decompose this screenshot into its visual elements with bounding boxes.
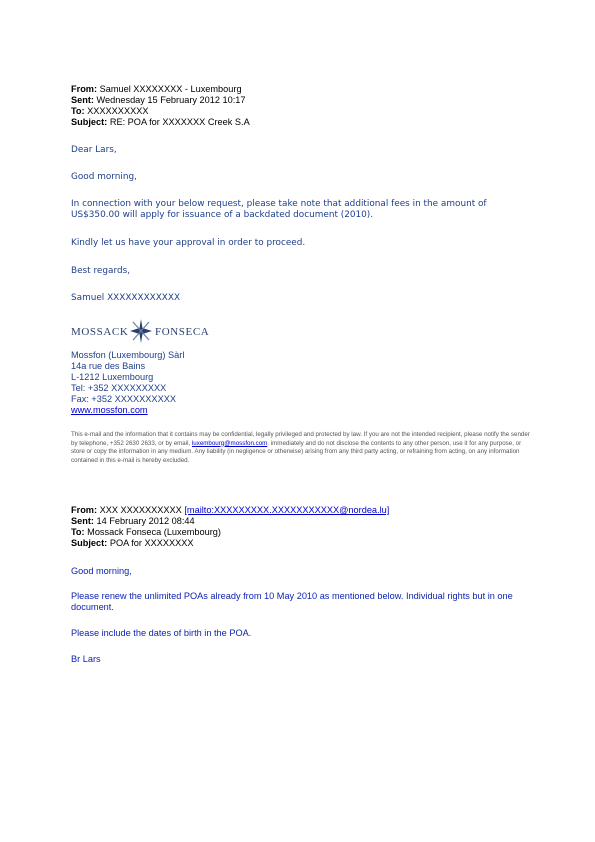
- email2-sent-line: [71, 516, 389, 527]
- subject-value: RE: POA for XXXXXXX Creek S.A: [109, 117, 250, 127]
- from-label: From:: [71, 505, 98, 515]
- email1-to-line: [71, 106, 148, 117]
- from-value: Samuel XXXXXXXX - Luxembourg: [99, 84, 242, 94]
- email1-good-morning: Good morning,: [71, 172, 137, 182]
- sent-value: 14 February 2012 08:44: [96, 516, 195, 526]
- email1-signature: Samuel XXXXXXXXXXXX: [71, 293, 181, 303]
- sent-label: Sent:: [71, 95, 94, 105]
- email2-good-morning: Good morning,: [71, 566, 132, 576]
- company-name: Mossfon (Luxembourg) Sàrl: [71, 350, 185, 360]
- disclaimer-email-link[interactable]: luxembourg@mossfon.com: [191, 439, 268, 447]
- email2-paragraph-1: Please renew the unlimited POAs already from 10 May 2010 as mentioned below. Individual rights but in one document.: [71, 591, 513, 612]
- email1-closing: Best regards,: [71, 266, 131, 276]
- from-mailto-link[interactable]: [mailto:XXXXXXXXX.XXXXXXXXXXX@nordea.lu]: [184, 505, 390, 515]
- email2-sign-off: Br Lars: [71, 654, 101, 664]
- logo-left-word: MOSSACK: [71, 326, 129, 338]
- website-link[interactable]: www.mossfon.com: [71, 405, 148, 415]
- email1-from-line: [71, 84, 242, 95]
- logo-star-icon: [129, 318, 153, 344]
- mossack-fonseca-logo: [71, 318, 211, 348]
- subject-label: Subject:: [71, 538, 108, 548]
- subject-label: Subject:: [71, 117, 108, 127]
- to-value: XXXXXXXXXX: [87, 106, 149, 116]
- sent-value: Wednesday 15 February 2012 10:17: [96, 95, 246, 105]
- email2-paragraph-2: Please include the dates of birth in the POA.: [71, 628, 252, 638]
- email2-subject-line: [71, 538, 389, 549]
- to-label: To:: [71, 106, 85, 116]
- fax: Fax: +352 XXXXXXXXXX: [71, 394, 176, 404]
- sent-label: Sent:: [71, 516, 94, 526]
- email1-greeting: Dear Lars,: [71, 145, 117, 155]
- to-label: To:: [71, 527, 85, 537]
- email1-sent-line: [71, 95, 246, 106]
- email2-from-line: [71, 505, 389, 516]
- telephone: Tel: +352 XXXXXXXXX: [71, 383, 167, 393]
- subject-value: POA for XXXXXXXX: [109, 538, 194, 548]
- email1-paragraph-1: In connection with your below request, please take note that additional fees in the amount of US$350.00 will apply for issuance of a backdated document (2010).: [71, 199, 487, 220]
- from-label: From:: [71, 84, 98, 94]
- address-block: [71, 350, 184, 416]
- from-value: XXX XXXXXXXXXX: [99, 505, 182, 515]
- to-value: Mossack Fonseca (Luxembourg): [87, 527, 221, 537]
- logo-right-word: FONSECA: [155, 326, 210, 338]
- disclaimer-text-2: . immediately and do not disclose the contents to any other person, use it for any purpose, or store or copy the information in any medium. Any liability (in negligence or otherwise) arising from any third party acting, or refraining from acting, on any information contained in this e-mail is hereby excluded.: [71, 439, 522, 464]
- legal-disclaimer: [71, 431, 533, 465]
- email1-paragraph-2: Kindly let us have your approval in order to proceed.: [71, 238, 306, 248]
- disclaimer-text-1: This e-mail and the information that it contains may be confidential, legally privileged and protected by law. If you are not the intended recipient, please notify the sender by telephone, +352 2630 2633, or by email,: [71, 431, 530, 447]
- email1-subject-line: [71, 117, 250, 128]
- email2-header: [71, 505, 389, 549]
- street: 14a rue des Bains: [71, 361, 146, 371]
- city: L-1212 Luxembourg: [71, 372, 154, 382]
- email2-to-line: [71, 527, 389, 538]
